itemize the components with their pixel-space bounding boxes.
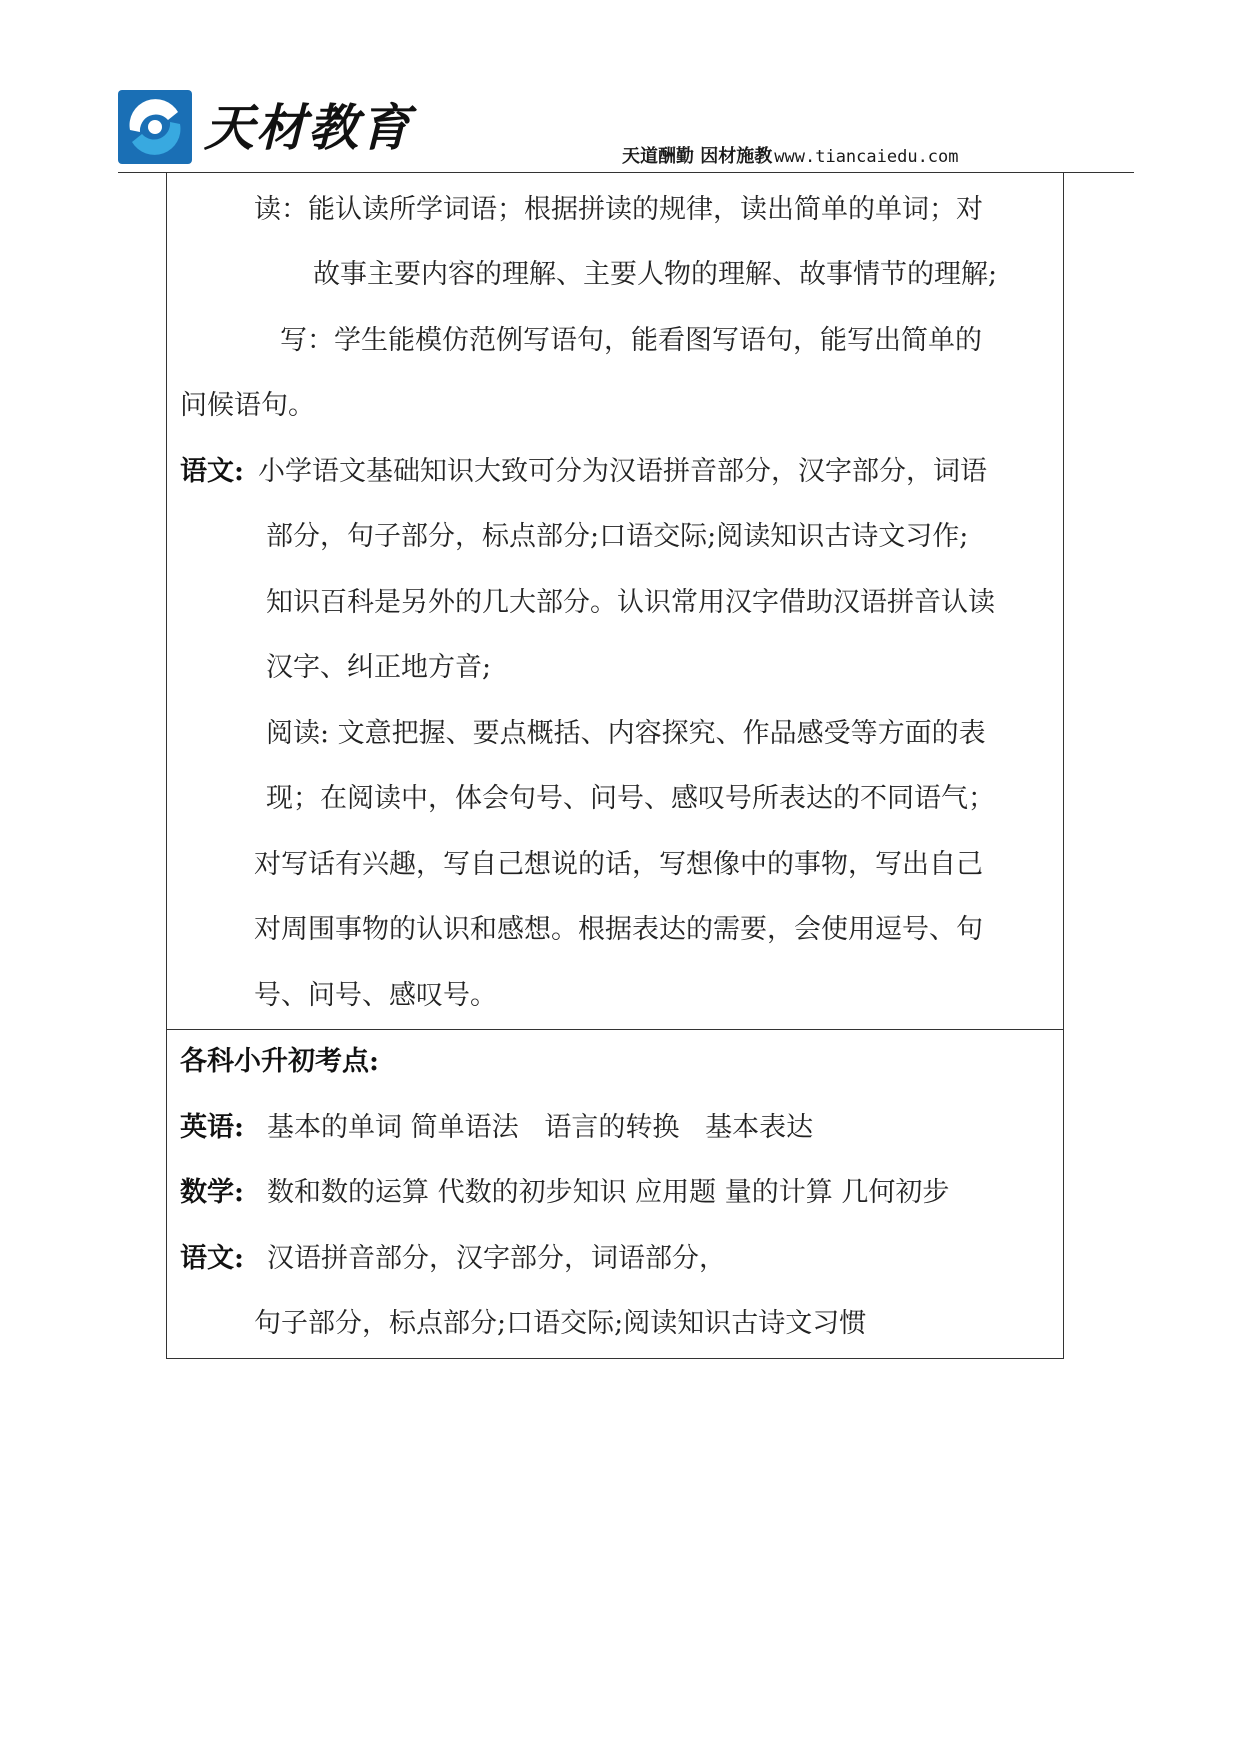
chinese-line-7: 对写话有兴趣，写自己想说的话，写想像中的事物，写出自己 — [254, 849, 983, 880]
chinese-line-4: 汉字、纠正地方音; — [266, 652, 492, 683]
logo-text: 天材教育 — [204, 99, 412, 157]
logo-icon — [118, 90, 192, 164]
reading-line-1: 读：能认读所学词语；根据拼读的规律，读出简单的单词；对 — [254, 194, 983, 225]
chinese-exam-label: 语文: — [180, 1243, 244, 1274]
chinese-label: 语文: — [180, 456, 244, 487]
chinese-line-1: 小学语文基础知识大致可分为汉语拼音部分，汉字部分，词语 — [258, 456, 987, 487]
chinese-line-3: 知识百科是另外的几大部分。认识常用汉字借助汉语拼音认读 — [266, 587, 995, 618]
math-text: 数和数的运算 代数的初步知识 应用题 量的计算 几何初步 — [267, 1177, 950, 1208]
writing-line-2: 问候语句。 — [180, 390, 315, 421]
chinese-exam-text-2: 句子部分，标点部分;口语交际;阅读知识古诗文习惯 — [254, 1308, 867, 1339]
english-label: 英语: — [180, 1112, 244, 1143]
slogan-text: 天道酬勤 因材施教 — [622, 146, 773, 167]
header-slogan — [622, 146, 1123, 168]
chinese-line-5: 阅读: 文意把握、要点概括、内容探究、作品感受等方面的表 — [266, 718, 986, 749]
chinese-line-9: 号、问号、感叹号。 — [254, 980, 497, 1011]
chinese-line-6: 现；在阅读中，体会句号、问号、感叹号所表达的不同语气； — [266, 783, 995, 814]
chinese-line-2: 部分，句子部分，标点部分;口语交际;阅读知识古诗文习作; — [266, 521, 969, 552]
math-label: 数学: — [180, 1177, 244, 1208]
english-text: 基本的单词 简单语法 语言的转换 基本表达 — [267, 1112, 814, 1143]
chinese-exam-text: 汉语拼音部分，汉字部分，词语部分， — [267, 1243, 726, 1274]
exam-points-title: 各科小升初考点: — [180, 1046, 379, 1077]
writing-line-1: 写：学生能模仿范例写语句，能看图写语句，能写出简单的 — [280, 325, 982, 356]
header-url[interactable]: www.tiancaiedu.com — [774, 147, 959, 167]
chinese-line-8: 对周围事物的认识和感想。根据表达的需要，会使用逗号、句 — [254, 914, 983, 945]
reading-line-2: 故事主要内容的理解、主要人物的理解、故事情节的理解; — [313, 259, 998, 290]
